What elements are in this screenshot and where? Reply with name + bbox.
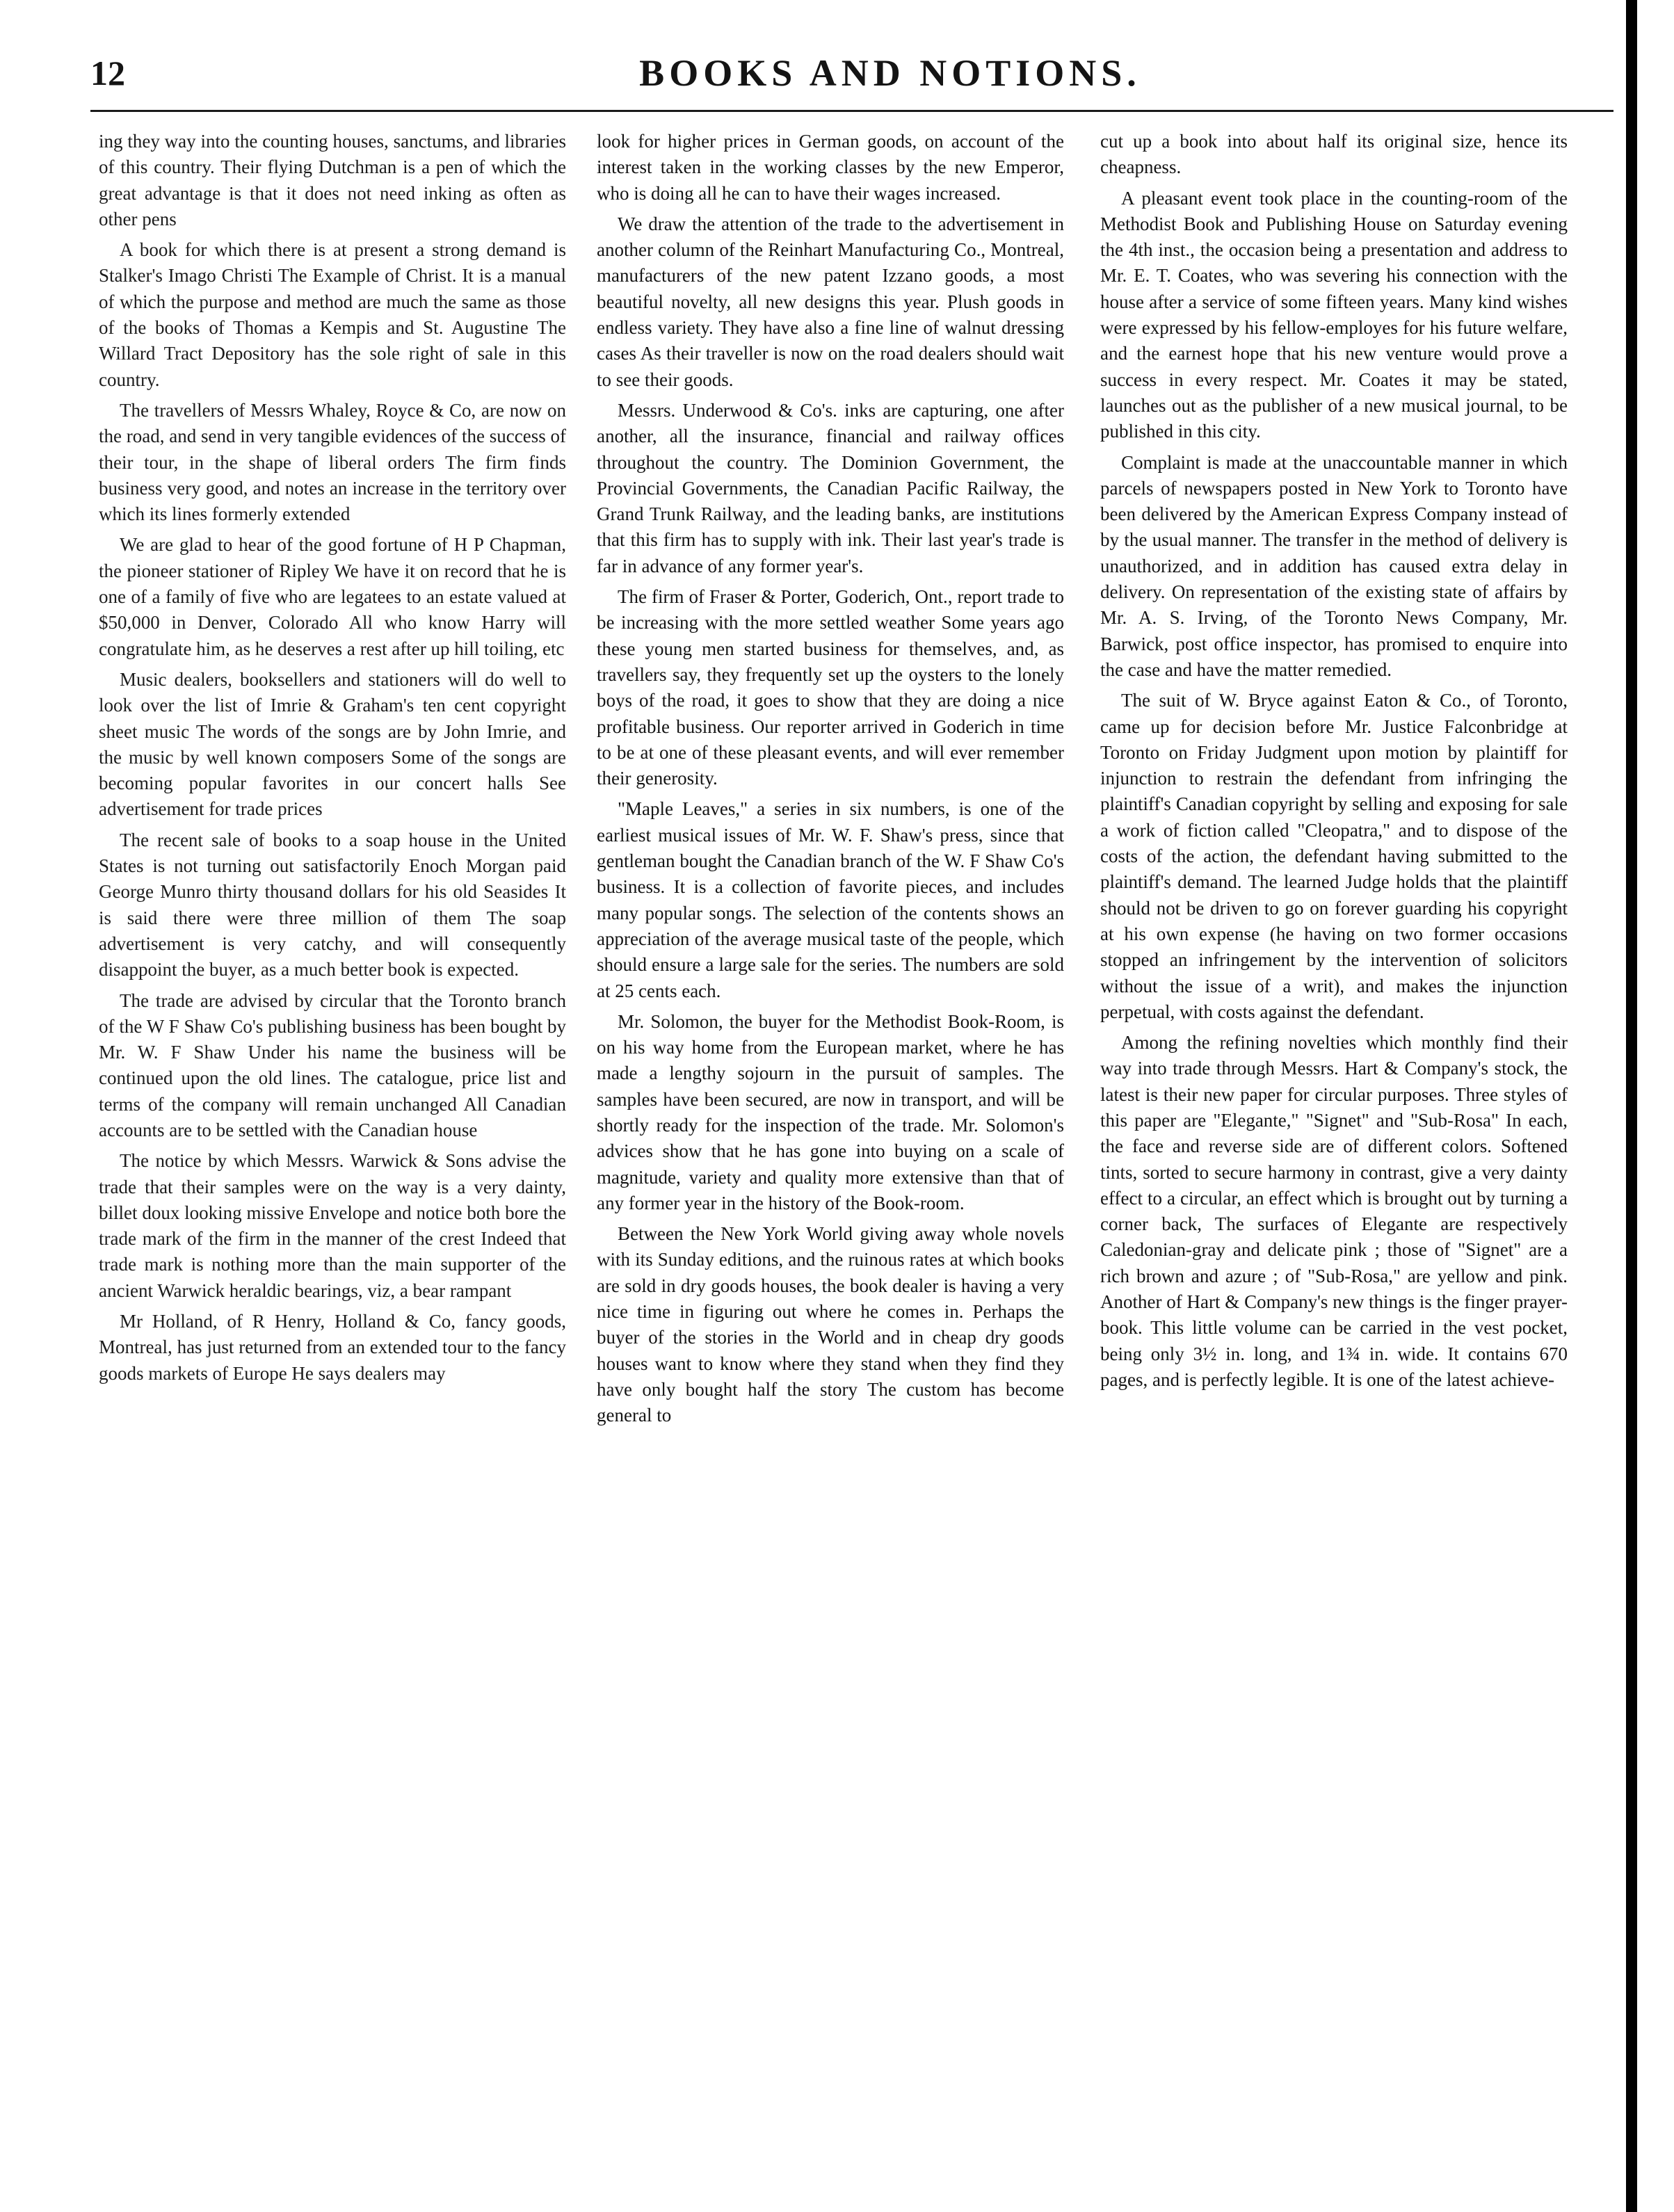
column-3-paragraph: Among the refining novelties which monthly find their way into trade through Messrs. Hart & Company's stock, the latest is their new paper for circular purposes. Three styles of this paper are "Elegante," "Signet" and "Sub-Rosa" In each, the face and reverse side are of different colors. Softened tints, sorted to secure harmony in contrast, give a very dainty effect to a circular, an effect which is brought out by turning a corner back, The surfaces of Elegante are respectively Caledonian-gray and delicate pink ; those of "Signet" are a rich brown and azure ; of "Sub-Rosa," are yellow and pink. Another of Hart & Company's new things is the finger prayer-book. This little volume can be carried in the vest pocket, being only 3½ in. long, and 1¾ in. wide. It contains 670 pages, and is perfectly legible. It is one of the latest achieve- <box>1100 1032 1568 1390</box>
page-edge-rule <box>1626 0 1637 2212</box>
column-2-paragraph: We draw the attention of the trade to the advertisement in another column of the Reinhart Manufacturing Co., Montreal, manufacturers of the new patent Izzano goods, a most beautiful novelty, all new designs this year. Plush goods in endless variety. They have also a fine line of walnut dressing cases As their traveller is now on the road dealers should wait to see their goods. <box>597 213 1064 390</box>
column-1-paragraph: The travellers of Messrs Whaley, Royce & Co, are now on the road, and send in very tangible evidences of the success of their tour, in the shape of liberal orders The firm finds business very good, and notes an increase in the territory over which its lines formerly extended <box>99 399 566 525</box>
column-1-paragraph: We are glad to hear of the good fortune of H P Chapman, the pioneer stationer of Ripley We have it on record that he is one of a family of five who are legatees to an estate valued at $50,000 in Denver, Colorado All who know Harry will congratulate him, as he deserves a rest after up hill toiling, etc <box>99 534 566 659</box>
column-3-paragraph: The suit of W. Bryce against Eaton & Co., of Toronto, came up for decision before Mr. Justice Falconbridge at Toronto on Friday Judgment upon motion by plaintiff for injunction to restrain the defendant from infringing the plaintiff's Canadian copyright by selling and exposing for sale a work of fiction called "Cleopatra," and to dispose of the costs of the action, the defendant having submitted to the plaintiff's demand. The learned Judge holds that the plaintiff should not be driven to go on forever guarding his copyright at his own expense (he having on two former occasions stopped an infringement by the intervention of solicitors without the issue of a writ), and makes the injunction perpetual, with costs against the defendant. <box>1100 690 1568 1022</box>
column-2-paragraph: Messrs. Underwood & Co's. inks are capturing, one after another, all the insurance, financial and railway offices throughout the country. The Dominion Government, the Provincial Governments, the Canadian Pacific Railway, the Grand Trunk Railway, and the leading banks, are institutions that this firm has to supply with ink. Their last year's trade is far in advance of any former year's. <box>597 399 1064 576</box>
column-1-paragraph: Mr Holland, of R Henry, Holland & Co, fancy goods, Montreal, has just returned from an extended tour to the fancy goods markets of Europe He says dealers may <box>99 1311 566 1384</box>
column-2-paragraph: "Maple Leaves," a series in six numbers, is one of the earliest musical issues of Mr. W. F. Shaw's press, since that gentleman bought the Canadian branch of the W. F Shaw Co's business. It is a collection of favorite pieces, and includes many popular songs. The selection of the contents shows an appreciation of the average musical taste of the people, which should ensure a large sale for the series. The numbers are sold at 25 cents each. <box>597 798 1064 1001</box>
column-3-paragraph: A pleasant event took place in the counting-room of the Methodist Book and Publishing House on Saturday evening the 4th inst., the occasion being a presentation and address to Mr. E. T. Coates, who was severing his connection with the house after a service of some fifteen years. Many kind wishes were expressed by his fellow-employes for his future welfare, and the earnest hope that his new venture would prove a success in every respect. Mr. Coates it may be stated, launches out as the publisher of a new musical journal, to be published in this city. <box>1100 187 1568 442</box>
column-2-paragraph: Between the New York World giving away whole novels with its Sunday editions, and the ruinous rates at which books are sold in dry goods houses, the book dealer is having a very nice time in figuring out where he comes in. Perhaps the buyer of the stories in the World and in cheap dry goods houses want to know where they stand when they find they have only bought half the story The custom has become general to <box>597 1223 1064 1426</box>
running-title: BOOKS AND NOTIONS. <box>639 52 1141 94</box>
column-1-paragraph: ing they way into the counting houses, sanctums, and libraries of this country. Their flying Dutchman is a pen of which the great advantage is that it does not need inking as often as other pens <box>99 131 566 229</box>
column-2-paragraph: Mr. Solomon, the buyer for the Methodist Book-Room, is on his way home from the European market, where he has made a lengthy sojourn in the pursuit of samples. The samples have been secured, are now in transport, and will be shortly ready for the inspection of the trade. Mr. Solomon's advices show that he has gone into buying on a scale of magnitude, variety and quality more extensive than that of any former year in the history of the Book-room. <box>597 1010 1064 1213</box>
text-column-3 <box>1100 129 1568 2187</box>
column-1-paragraph: The trade are advised by circular that the Toronto branch of the W F Shaw Co's publishing business has been bought by Mr. W. F Shaw Under his name the business will be continued upon the old lines. The catalogue, price list and terms of the company will remain unchanged All Canadian accounts are to be settled with the Canadian house <box>99 990 566 1140</box>
column-1-paragraph: A book for which there is at present a strong demand is Stalker's Imago Christi The Example of Christ. It is a manual of which the purpose and method are much the same as those of the books of Thomas a Kempis and St. Augustine The Willard Tract Depository has the sole right of sale in this country. <box>99 239 566 390</box>
column-2-paragraph: look for higher prices in German goods, on account of the interest taken in the working classes by the new Emperor, who is doing all he can to have their wages increased. <box>597 131 1064 204</box>
page-number: 12 <box>90 54 125 92</box>
page-header <box>90 49 1600 97</box>
column-1-paragraph: The notice by which Messrs. Warwick & Sons advise the trade that their samples were on the way is a very dainty, billet doux looking missive Envelope and notice both bore the trade mark of the firm in the manner of the crest Indeed that trade mark is nothing more than the main supporter of the ancient Warwick heraldic bearings, viz, a bear rampant <box>99 1150 566 1301</box>
column-1-paragraph: The recent sale of books to a soap house in the United States is not turning out satisfactorily Enoch Morgan paid George Munro thirty thousand dollars for his old Seasides It is said there were three million of them The soap advertisement is very catchy, and will consequently disappoint the buyer, as a much better book is expected. <box>99 829 566 980</box>
text-column-1 <box>99 129 566 2187</box>
text-column-2 <box>597 129 1064 2187</box>
column-1-paragraph: Music dealers, booksellers and stationers will do well to look over the list of Imrie & Graham's ten cent copyright sheet music The words of the songs are by John Imrie, and the music by well known composers Some of the songs are becoming popular favorites in our concert halls See advertisement for trade prices <box>99 668 566 820</box>
column-3-paragraph: Complaint is made at the unaccountable manner in which parcels of newspapers posted in New York to Toronto have been delivered by the American Express Company instead of by the usual manner. The transfer in the method of delivery is unauthorized, and in addition has caused extra delay in delivery. On representation of the existing state of affairs by Mr. A. S. Irving, of the Toronto News Company, Mr. Barwick, post office inspector, has promised to enquire into the case and have the matter remedied. <box>1100 451 1568 680</box>
header-rule <box>90 110 1613 112</box>
column-3-paragraph: cut up a book into about half its original size, hence its cheapness. <box>1100 131 1568 178</box>
column-2-paragraph: The firm of Fraser & Porter, Goderich, Ont., report trade to be increasing with the more settled weather Some years ago these young men started business for themselves, and, as travellers say, they frequently set up the oysters to the lonely boys of the road, it goes to show that they are doing a nice profitable business. Our reporter arrived in Goderich in time to be at one of these pleasant events, and will ever remember their generosity. <box>597 586 1064 789</box>
